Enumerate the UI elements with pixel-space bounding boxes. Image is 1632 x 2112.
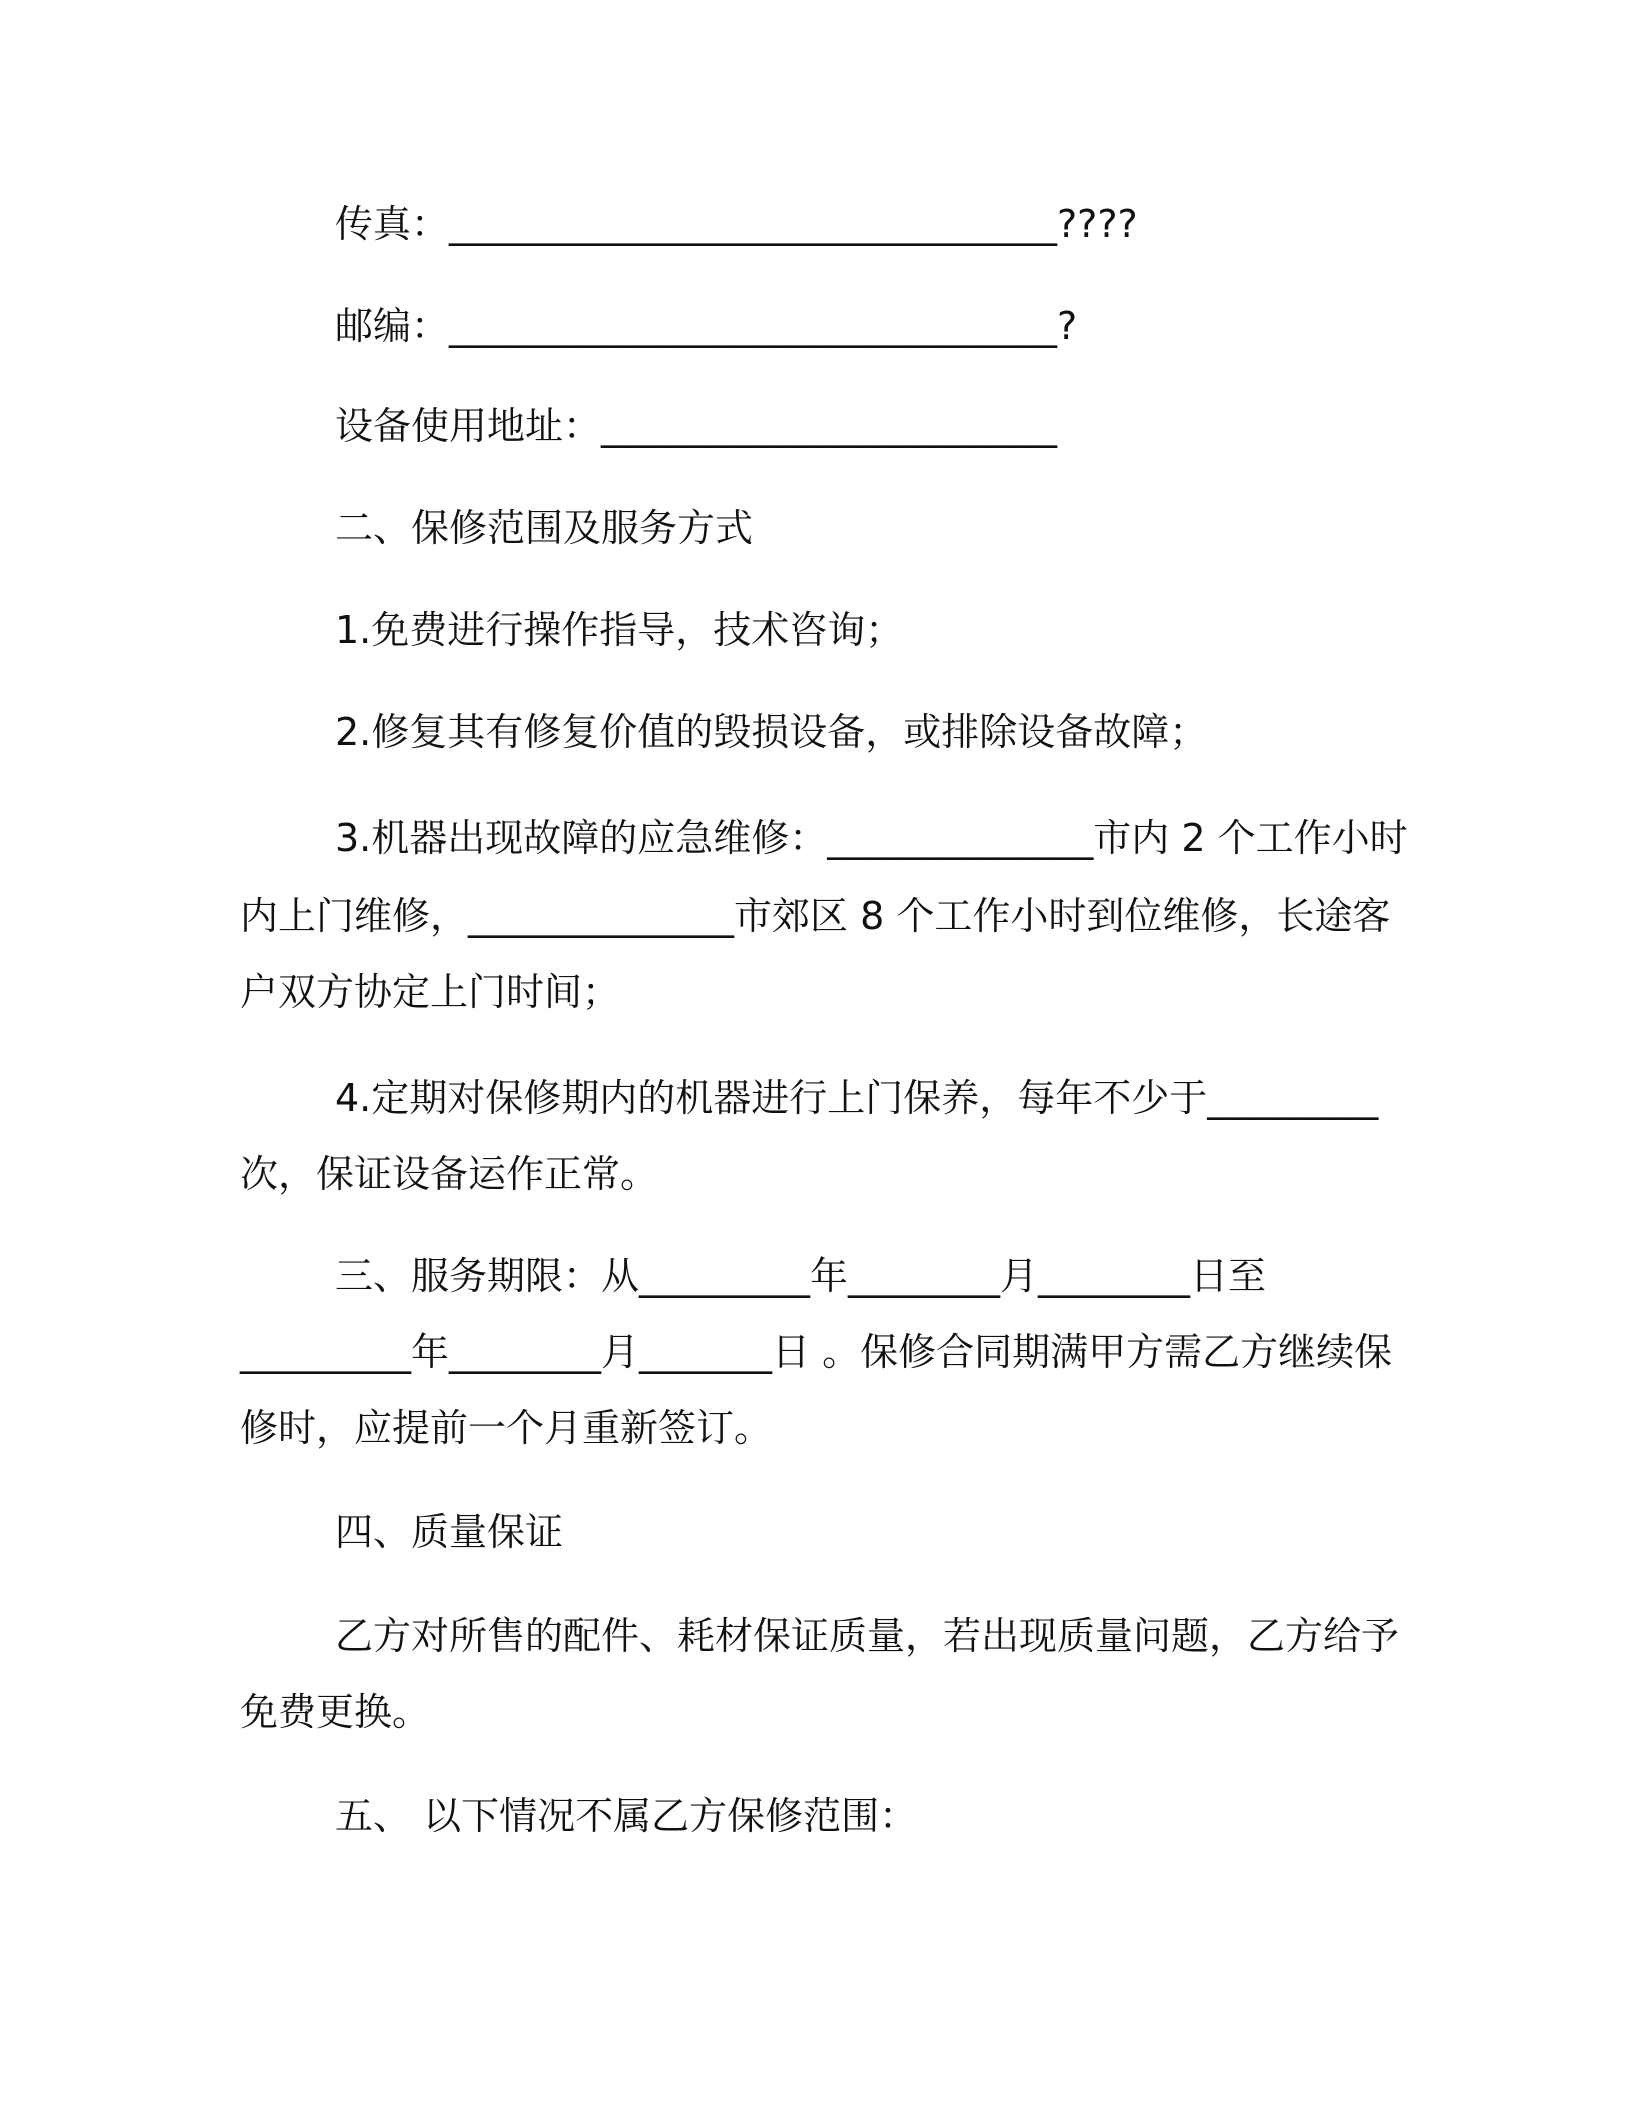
fax-field: 传真：________________________________???? [335,202,1138,246]
clause-2-3-line-1: 3.机器出现故障的应急维修：______________市内 2 个工作小时 [335,816,1408,860]
clause-2-3-line-3: 户双方协定上门时间； [240,970,621,1014]
section-2-heading: 二、保修范围及服务方式 [335,506,754,550]
section-4-body-line-2: 免费更换。 [240,1690,431,1734]
postcode-field: 邮编：________________________________? [335,304,1078,348]
section-5-heading: 五、 以下情况不属乙方保修范围： [335,1794,918,1838]
section-4-heading: 四、质量保证 [335,1510,564,1554]
clause-2-3-line-2: 内上门维修，______________市郊区 8 个工作小时到位维修，长途客 [240,894,1391,938]
section-3-line-1: 三、服务期限：从_________年________月________日至 [335,1254,1267,1298]
section-3-line-3: 修时，应提前一个月重新签订。 [240,1406,773,1450]
clause-2-4-line-1: 4.定期对保修期内的机器进行上门保养，每年不少于_________ [335,1076,1379,1120]
section-3-line-2: _________年________月_______日 。保修合同期满甲方需乙方继续保 [240,1330,1393,1374]
equipment-address-field: 设备使用地址：________________________ [335,404,1058,448]
clause-2-1: 1.免费进行操作指导，技术咨询； [335,608,904,652]
clause-2-4-line-2: 次，保证设备运作正常。 [240,1152,659,1196]
section-4-body-line-1: 乙方对所售的配件、耗材保证质量，若出现质量问题，乙方给予 [335,1614,1400,1658]
clause-2-2: 2.修复其有修复价值的毁损设备，或排除设备故障； [335,710,1208,754]
